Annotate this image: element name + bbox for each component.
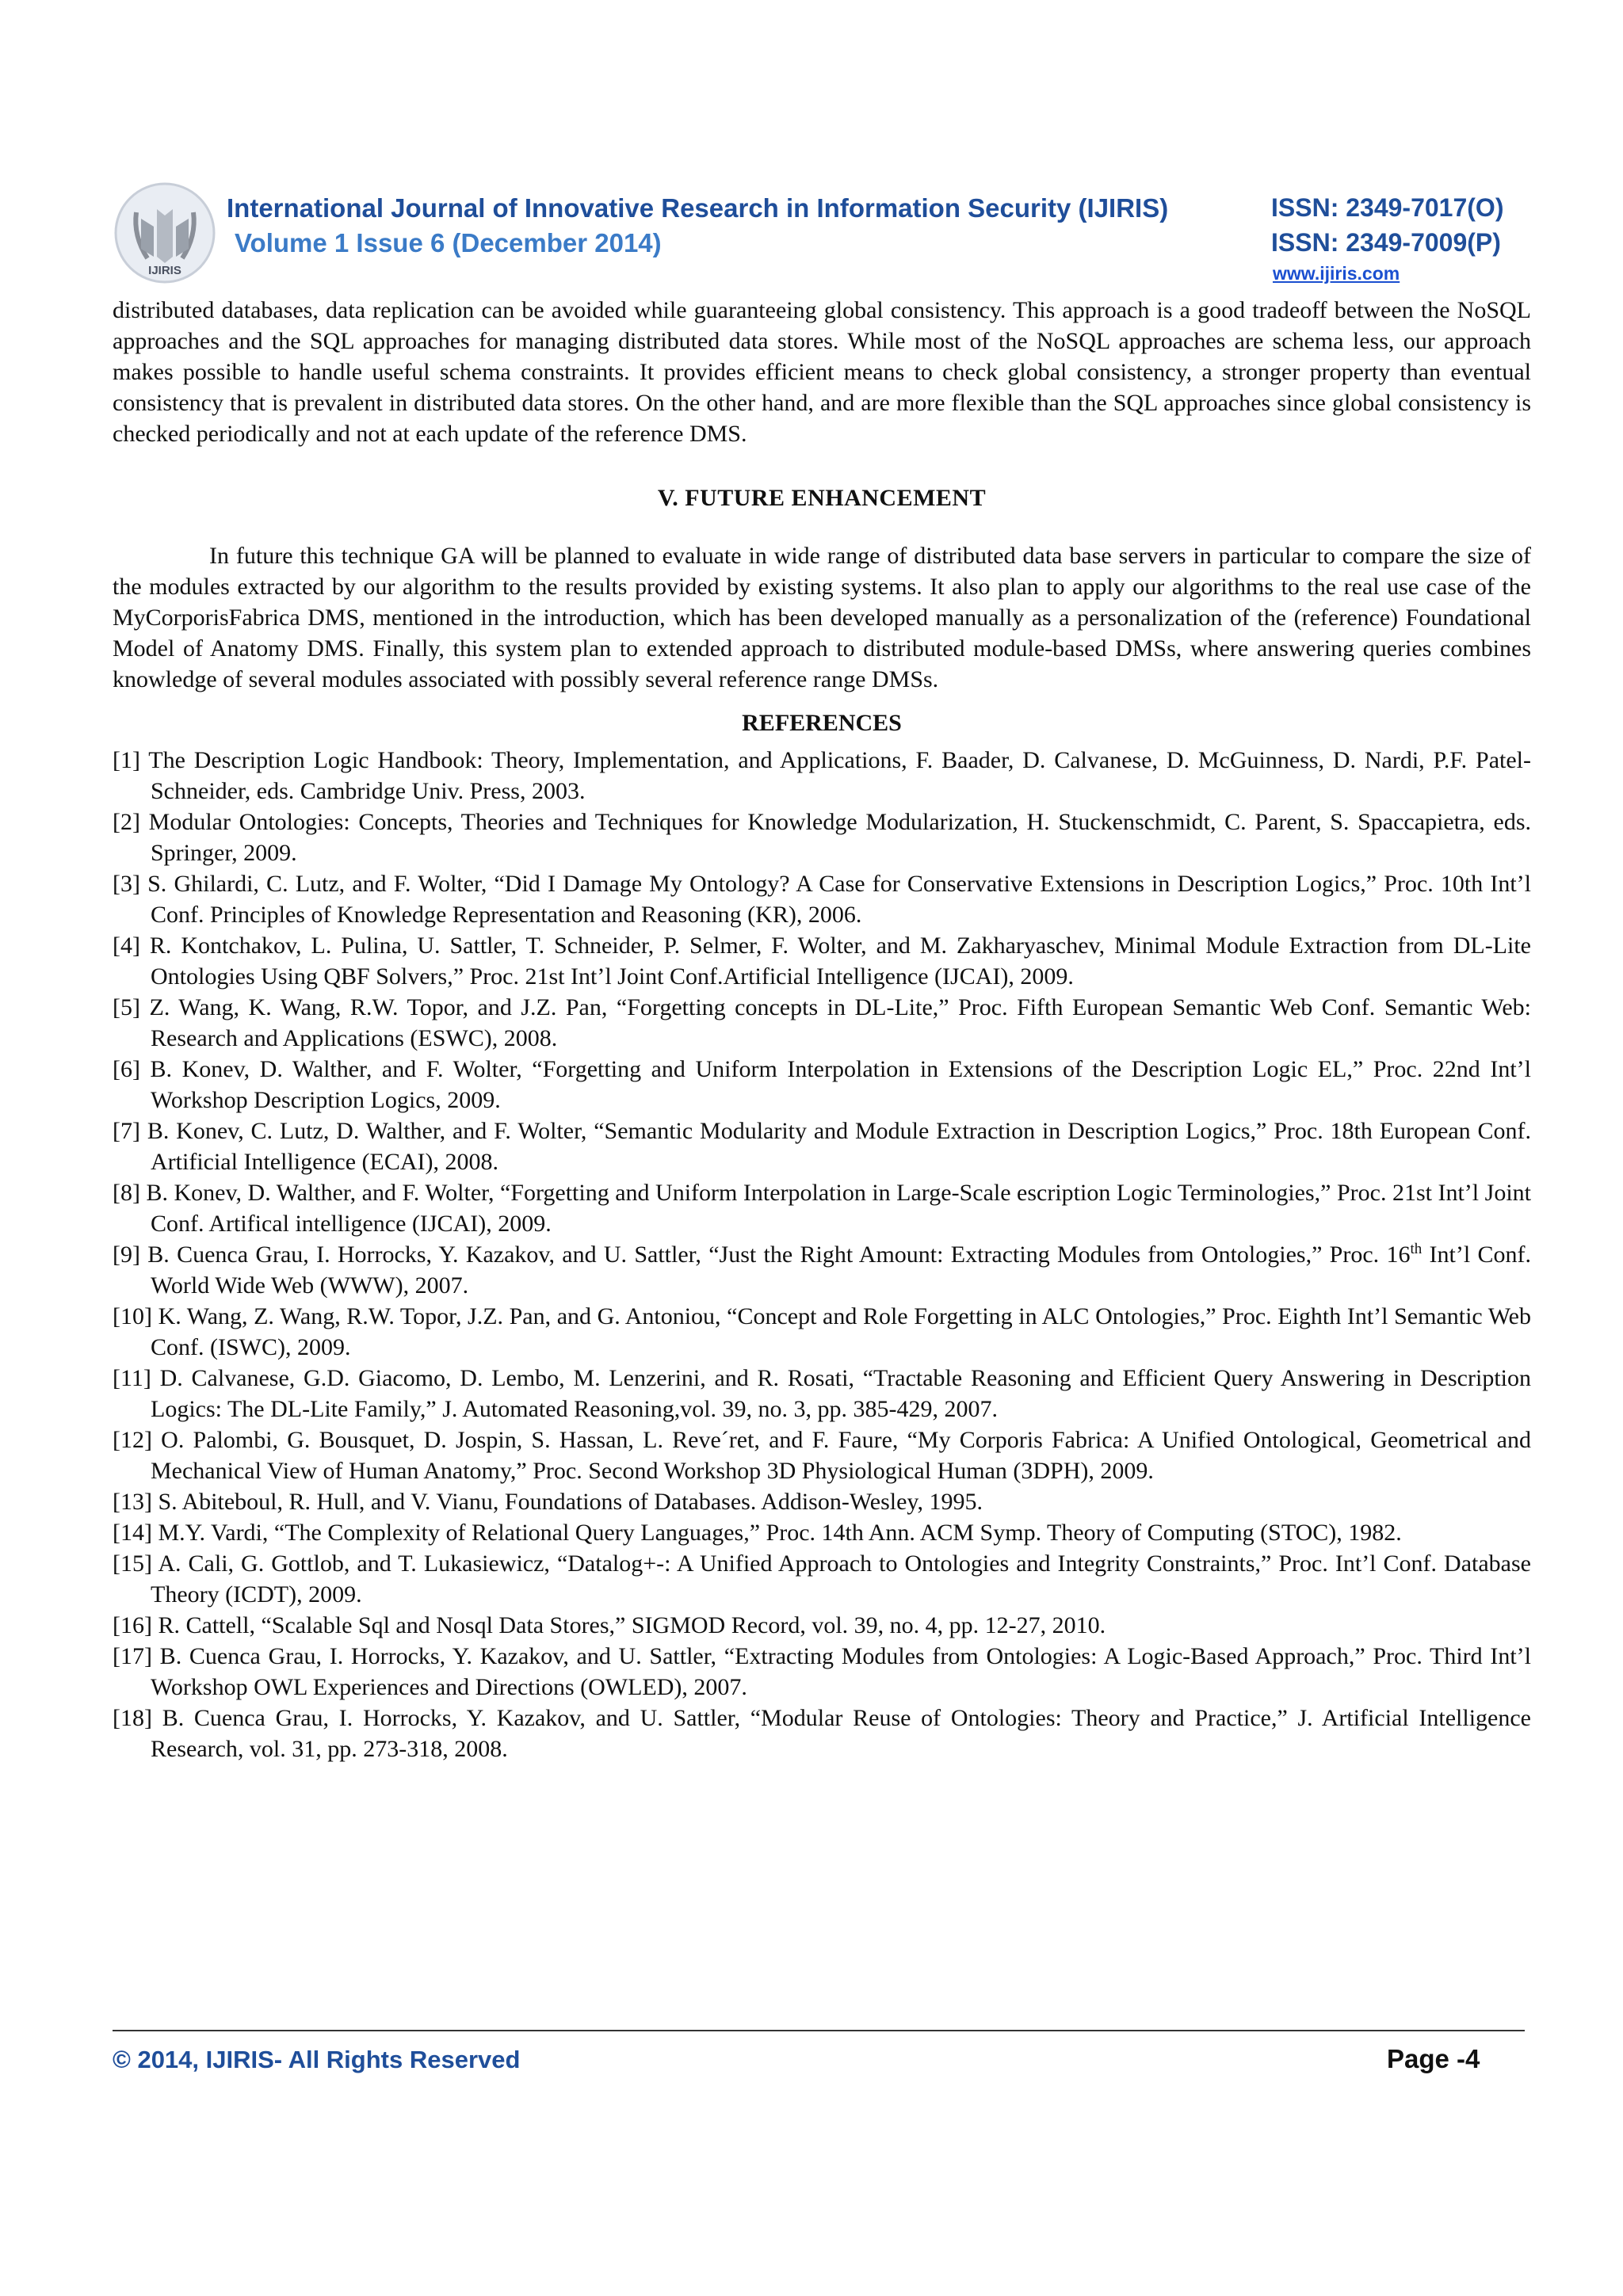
future-enhancement-paragraph: In future this technique GA will be planned to evaluate in wide range of distributed data base servers in particular to compare the size of the modules extracted by our algorithm to the results provided by existing systems. It also plan to apply our algorithms to the real use case of the MyCorporisFabrica DMS, mentioned in the introduction, which has been developed manually as a personalization of the (reference) Foundational Model of Anatomy DMS. Finally, this system plan to extended approach to distributed module-based DMSs, where answering queries combines knowledge of several modules associated with possibly several reference range DMSs. [113, 543, 1531, 692]
reference-item: [11] D. Calvanese, G.D. Giacomo, D. Lembo, M. Lenzerini, and R. Rosati, “Tractable Reasoning and Efficient Query Answering in Description Logics: The DL-Lite Family,” J. Automated Reasoning,vol. 39, no. 3, pp. 385-429, 2007. [113, 1365, 1531, 1422]
reference-item: [3] S. Ghilardi, C. Lutz, and F. Wolter, “Did I Damage My Ontology? A Case for Conservative Extensions in Description Logics,” Proc. 10th Int’l Conf. Principles of Knowledge Representation and Reasoning (KR), 2006. [113, 871, 1531, 928]
reference-item: [1] The Description Logic Handbook: Theory, Implementation, and Applications, F. Baader, D. Calvanese, D. McGuinness, D. Nardi, P.F. Patel-Schneider, eds. Cambridge Univ. Press, 2003. [113, 747, 1531, 804]
reference-item: [14] M.Y. Vardi, “The Complexity of Relational Query Languages,” Proc. 14th Ann. ACM Symp. Theory of Computing (STOC), 1982. [113, 1520, 1402, 1546]
reference-item: [10] K. Wang, Z. Wang, R.W. Topor, J.Z. Pan, and G. Antoniou, “Concept and Role Forgetting in ALC Ontologies,” Proc. Eighth Int’l Semantic Web Conf. (ISWC), 2009. [113, 1303, 1531, 1360]
volume-issue: Volume 1 Issue 6 (December 2014) [235, 228, 662, 257]
reference-item: [2] Modular Ontologies: Concepts, Theories and Techniques for Knowledge Modularization, H. Stuckenschmidt, C. Parent, S. Spaccapietra, eds. Springer, 2009. [113, 809, 1531, 866]
journal-header [113, 181, 1523, 293]
reference-text: [9] B. Cuenca Grau, I. Horrocks, Y. Kazakov, and U. Sattler, “Just the Right Amount: Extracting Modules from Ontologies,” Proc. 16 [113, 1241, 1411, 1268]
reference-item: [5] Z. Wang, K. Wang, R.W. Topor, and J.Z. Pan, “Forgetting concepts in DL-Lite,” Proc. Fifth European Semantic Web Conf. Semantic Web: Research and Applications (ESWC), 2008. [113, 994, 1531, 1051]
issn-print: ISSN: 2349-7009(P) [1271, 228, 1501, 257]
website-link[interactable]: www.ijiris.com [1273, 263, 1400, 284]
book-laurel-icon [113, 181, 217, 285]
reference-item: [12] O. Palombi, G. Bousquet, D. Jospin, S. Hassan, L. Reve´ret, and F. Faure, “My Corporis Fabrica: A Unified Ontological, Geometrical and Mechanical View of Human Anatomy,” Proc. Second Workshop 3D Physiological Human (3DPH), 2009. [113, 1427, 1531, 1484]
ordinal-superscript: th [1410, 1241, 1423, 1257]
page-number: Page -4 [1387, 2044, 1480, 2073]
reference-item: [7] B. Konev, C. Lutz, D. Walther, and F. Wolter, “Semantic Modularity and Module Extraction in Description Logics,” Proc. 18th European Conf. Artificial Intelligence (ECAI), 2008. [113, 1118, 1531, 1175]
reference-item: [17] B. Cuenca Grau, I. Horrocks, Y. Kazakov, and U. Sattler, “Extracting Modules from Ontologies: A Logic-Based Approach,” Proc. Third Int’l Workshop OWL Experiences and Directions (OWLED), 2007. [113, 1643, 1531, 1700]
section-heading-future-enhancement: V. FUTURE ENHANCEMENT [657, 485, 987, 511]
copyright-notice: © 2014, IJIRIS- All Rights Reserved [113, 2046, 521, 2073]
reference-item: [15] A. Cali, G. Gottlob, and T. Lukasiewicz, “Datalog+-: A Unified Approach to Ontologies and Integrity Constraints,” Proc. Int’l Conf. Database Theory (ICDT), 2009. [113, 1550, 1531, 1608]
reference-list [113, 745, 1531, 1764]
journal-logo [113, 181, 217, 285]
reference-item [113, 1239, 1531, 1301]
logo-text: IJIRIS [148, 264, 181, 277]
reference-item: [16] R. Cattell, “Scalable Sql and Nosql Data Stores,” SIGMOD Record, vol. 39, no. 4, pp. 12-27, 2010. [113, 1612, 1106, 1638]
references-heading: REFERENCES [742, 710, 902, 736]
reference-item: [6] B. Konev, D. Walther, and F. Wolter, “Forgetting and Uniform Interpolation in Extensions of the Description Logic EL,” Proc. 22nd Int’l Workshop Description Logics, 2009. [113, 1056, 1531, 1113]
reference-item: [4] R. Kontchakov, L. Pulina, U. Sattler, T. Schneider, P. Selmer, F. Wolter, and M. Zakharyaschev, Minimal Module Extraction from DL-Lite Ontologies Using QBF Solvers,” Proc. 21st Int’l Joint Conf.Artificial Intelligence (IJCAI), 2009. [113, 933, 1531, 990]
reference-item: [18] B. Cuenca Grau, I. Horrocks, Y. Kazakov, and U. Sattler, “Modular Reuse of Ontologies: Theory and Practice,” J. Artificial Intelligence Research, vol. 31, pp. 273-318, 2008. [113, 1705, 1531, 1762]
reference-item: [8] B. Konev, D. Walther, and F. Wolter, “Forgetting and Uniform Interpolation in Large-Scale escription Logic Terminologies,” Proc. 21st Int’l Joint Conf. Artifical intelligence (IJCAI), 2009. [113, 1180, 1531, 1237]
intro-paragraph: distributed databases, data replication can be avoided while guaranteeing global consistency. This approach is a good tradeoff between the NoSQL approaches and the SQL approaches for managing distributed data stores. While most of the NoSQL approaches are schema less, our approach makes possible to handle useful schema constraints. It provides efficient means to check global consistency, a stronger property than eventual consistency that is prevalent in distributed data stores. On the other hand, and are more flexible than the SQL approaches since global consistency is checked periodically and not at each update of the reference DMS. [113, 297, 1531, 447]
reference-text: Int’l Conf. World Wide Web (WWW), 2007. [151, 1241, 1531, 1299]
footer-divider [113, 2030, 1525, 2031]
issn-online: ISSN: 2349-7017(O) [1271, 193, 1504, 222]
page-content [113, 295, 1531, 1764]
reference-item: [13] S. Abiteboul, R. Hull, and V. Vianu, Foundations of Databases. Addison-Wesley, 1995. [113, 1489, 983, 1515]
journal-title: International Journal of Innovative Research in Information Security (IJIRIS) [227, 193, 1169, 223]
